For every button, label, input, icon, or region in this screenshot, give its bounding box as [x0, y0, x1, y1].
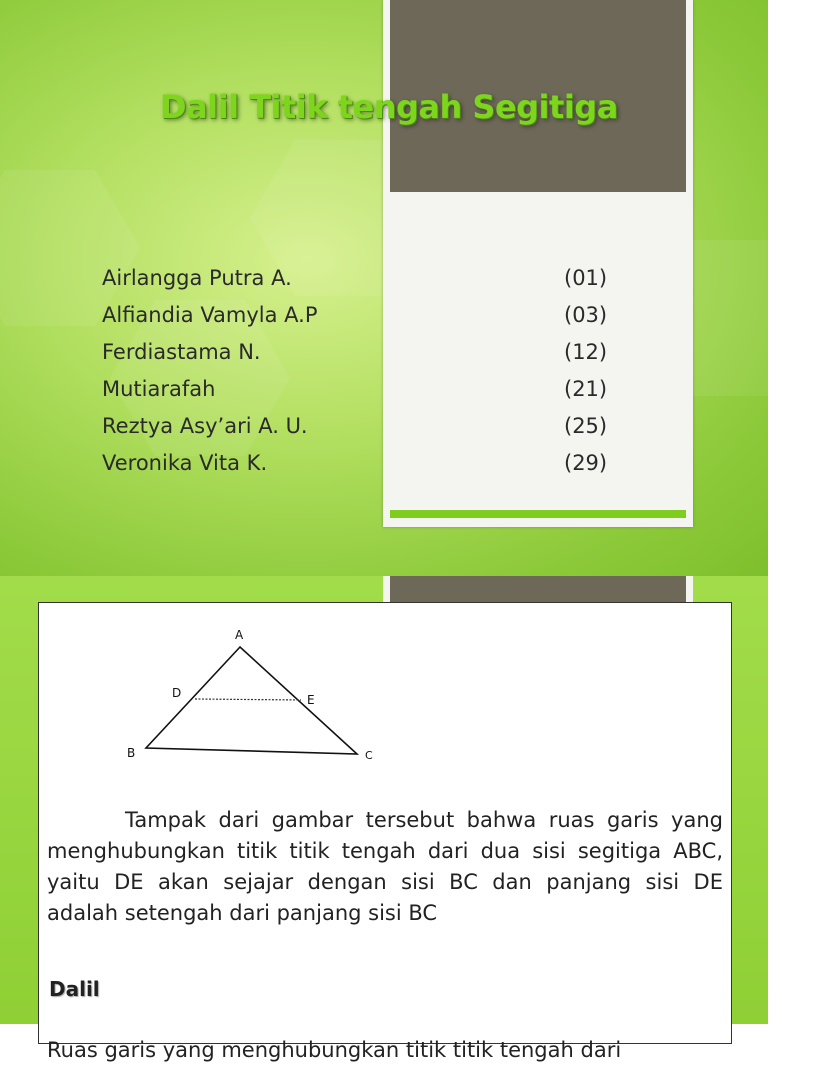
list-item: [102, 373, 612, 410]
content-card: [38, 602, 732, 1062]
list-item: [102, 447, 612, 484]
member-name: Airlangga Putra A.: [102, 266, 292, 290]
label-c: C: [365, 749, 373, 762]
content-slide: [0, 576, 768, 1062]
triangle-abc: [146, 647, 357, 754]
member-number: (21): [564, 377, 608, 401]
panel-accent-bar: [390, 510, 686, 518]
member-number: (01): [564, 266, 608, 290]
label-b: B: [127, 746, 136, 760]
label-e: E: [307, 693, 315, 707]
member-name: Reztya Asy’ari A. U.: [102, 414, 308, 438]
section-heading: Dalil: [49, 977, 100, 1001]
triangle-diagram: [119, 603, 419, 803]
list-item: [102, 336, 612, 373]
member-list: [102, 262, 612, 484]
list-item: [102, 410, 612, 447]
explanation-paragraph: Tampak dari gambar tersebut bahwa ruas garis yang menghubungkan titik titik tengah dari dua sisi segitiga ABC, yaitu DE akan sejajar dengan sisi BC dan panjang sisi DE adalah setengah dari panjang sisi BC: [47, 808, 723, 925]
member-number: (25): [564, 414, 608, 438]
theorem-text: Ruas garis yang menghubungkan titik titik tengah dari: [47, 1038, 622, 1062]
member-number: (29): [564, 451, 608, 475]
list-item: [102, 299, 612, 336]
member-name: Mutiarafah: [102, 377, 216, 401]
member-name: Ferdiastama N.: [102, 340, 261, 364]
member-name: Veronika Vita K.: [102, 451, 268, 475]
member-number: (03): [564, 303, 608, 327]
member-name: Alfiandia Vamyla A.P: [102, 303, 318, 327]
label-a: A: [235, 628, 244, 642]
list-item: [102, 262, 612, 299]
slide-title: Dalil Titik tengah Segitiga: [160, 88, 618, 126]
label-d: D: [172, 686, 182, 700]
member-number: (12): [564, 340, 608, 364]
segment-de: [195, 699, 301, 700]
